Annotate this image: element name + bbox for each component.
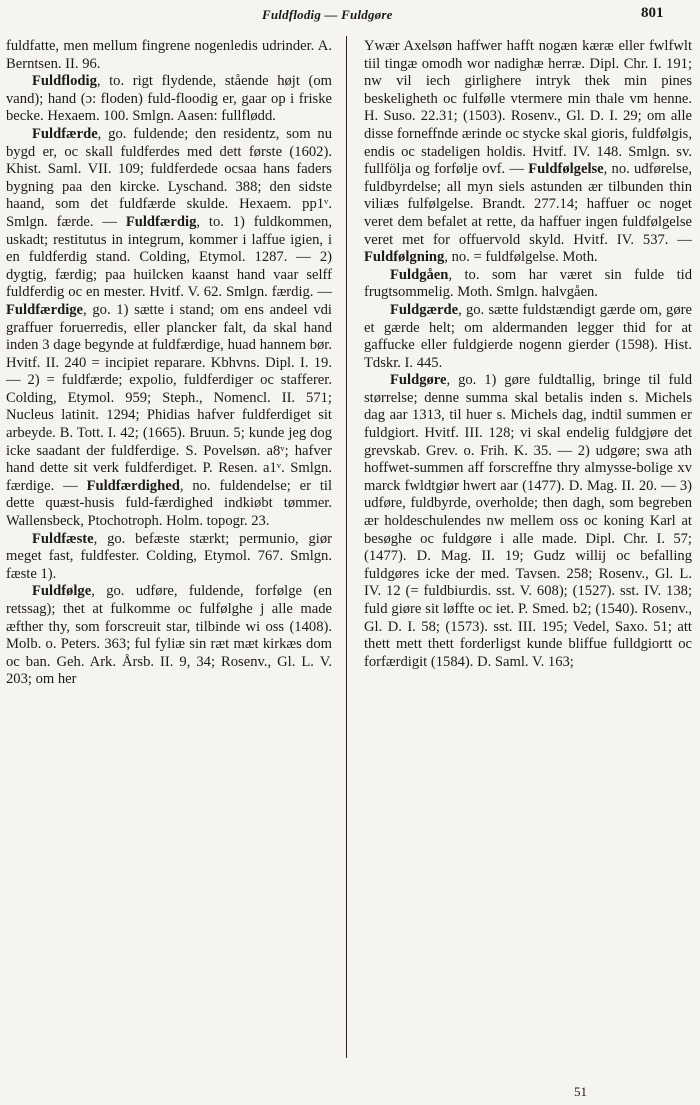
entry-text: , go. 1) gøre fuldtallig, bringe til fuld størrelse; denne summa skal betalis inden s. Michels dag aar 1313, til huer s. Michels dag, indtil summen er fuldgiort. Hvitf. III. 128; vi skal endelig fuldgjøre det grevskab. Grev. o. Frih. K. 35. — 2) udgøre; swa ath hoffwet-summen aff forscreffne thry almysse-bolige xv marck fwldtgiør hwert aar (1477). D. Mag. II. 20. — 3) udføre, fuldbyrde, overholde; then dagh, som begreben ær holdeschulendes nw mellem oss oc koning Karl at besøghe oc fuldgøre i alle made. Dipl. Chr. I. 57; (1477). D. Mag. II. 19; Gudz willij oc befalling fuldgøres icke der med. Tavsen. 258; Rosenv., Gl. L. IV. 12 (= fuldbiurdis. sst. V. 608); (1527). sst. IV. 138; fuld giøre sit løffte oc iet. P. Smed. b2; (1540). Rosenv., Gl. D. I. 58; (1573). sst. III. 195; Vedel, Saxo. 51; att thett mett thett forderligst kunde bliffue fulldgiortt oc forfærdigit (1584). D. Saml. V. 163; [364,372,692,670]
dictionary-entry [6,531,332,584]
entry-headword: Fuldfæste [32,530,94,547]
entry-text: , to. 1) fuldkommen, uskadt; restitutus in integrum, kommer i laffue igien, i en fuldferdig stand. Colding, Etymol. 1287. — 2) dygtig, færdig; paa huilcken kaanst hand vaar selff fuldferdig oc en mester. Hvitf. V. 62. Smlgn. færdig. — [6,213,332,301]
entry-headword: Fuldgåen [390,266,449,283]
entry-text: , go. fuldende; den residentz, som nu bygd er, oc skall fuldferdes med dett første (1602). Khist. Saml. VII. 109; fuldferdede ocsaa hans faders bygning paa den kircke. Lyschand. 388; den sidste haand, som det fuldfærde skulde. Hexaem. pp1ᵛ. Smlgn. færde. — [6,125,332,230]
column-divider [346,36,347,1058]
dictionary-entry [6,583,332,689]
entry-text: , go. befæste stærkt; permunio, giør meget fast, fuldfester. Colding, Etymol. 767. Smlgn. fæste 1). [6,530,332,582]
page-header [0,2,700,32]
entry-text: , to. som har været sin fulde tid frugtsommelig. Moth. Smlgn. halvgåen. [364,266,692,301]
dictionary-entry [364,302,692,372]
dictionary-entry [364,38,692,267]
page-number: 801 [641,5,664,21]
entry-headword: Fuldfølgning [364,249,445,266]
entry-headword: Fuldfærdighed [86,477,180,494]
dictionary-entry [6,126,332,531]
entry-headword: Fuldgærde [390,301,459,318]
dictionary-entry [6,73,332,126]
signature-mark: 51 [574,1084,587,1099]
entry-text: , go. sætte fuldstændigt gærde om, gøre et gærde helt; om aldermanden legger thid for at gaffucke eller fuldgierde nogenn gierder (1598). Hist. Tdskr. I. 445. [364,301,692,371]
entry-text: , no. fuldendelse; er til dette quæst-husis fuld-færdighed indkiøbt tømmer. Wallensbeck, Ptochotroph. Holm. topogr. 23. [6,477,333,530]
entry-headword: Fuldfølgelse [528,161,604,178]
entry-text: , go. udføre, fuldende, forfølge (en retssag); thet at fulkomme oc fulfølghe j alle made æfther thy, som forscreuit star, tilbinde wi oss (1408). Molb. o. Peters. 363; ful fyliæ sin ræt mæt kirkæs dom oc ban. Geh. Ark. Årsb. II. 9, 34; Rosenv., Gl. L. V. 203; om her [6,583,332,688]
entry-text: , no. udførelse, fuldbyrdelse; all myn siels astunden ær tilbunden thin viliæs fulfølgelse. Brandt. 277.14; haffuer oc noget veret dem befalet at rette, da haffuer ingen fuldfølgelse veret met for offuervold skyld. Hvitf. IV. 537. — [364,161,692,248]
dictionary-entry [364,372,692,671]
entry-headword: Fuldfærde [32,125,98,142]
entry-headword: Fuldfølge [32,583,92,600]
left-column [6,38,332,689]
dictionary-entry [6,38,332,73]
entry-headword: Fuldgøre [390,372,447,389]
entry-text: fuldfatte, men mellum fingrene nogenledis udrinder. A. Berntsen. II. 96. [6,38,332,72]
entry-text: , go. 1) sætte i stand; om ens andeel vdi graffuer foruerredis, eller plancker falt, da skal hand inden 3 dage begynde at fuldfærdige, huad hannem bør. Hvitf. II. 240 = incipiet reparare. Kbhvns. Dipl. I. 19. — 2) = fuldfærde; expolio, fuldferdiger oc stafferer. Colding, Etymol. 959; Steph., Nomencl. II. 571; Nucleus latinit. 1294; Phidias hafver fuldferdiget sit arbeyde. B. Tott. I. 42; (1665). Bruun. 5; kunde jeg dog icke saadant der fuldferdige. S. Povelsøn. a8ᵛ; hafver hand dette sit verk fuldferdiget. P. Resen. a1ᵛ. Smlgn. færdige. — [6,301,332,494]
dictionary-entry [364,267,692,302]
entry-text: , to. rigt flydende, stående højt (om vand); hand (ɔ: floden) fuld-floodig er, gaar op i friske becke. Hexaem. 100. Smlgn. Aasen: fullflødd. [6,73,332,125]
entry-text: , no. = fuldfølgelse. Moth. [444,249,598,266]
right-column [364,38,692,671]
entry-headword: Fuldfærdige [6,301,84,318]
running-title: Fuldflodig — Fuldgøre [262,7,393,22]
entry-headword: Fuldfærdig [125,213,197,230]
entry-headword: Fuldflodig [32,73,97,90]
entry-text: Ywær Axelsøn haffwer hafft nogæn kæræ eller fwlfwlt tiil tingæ omodh wor nadighæ herræ. Dipl. Chr. I. 191; nw vil iech girlighere intryk thek min pines beskeligheth oc fulfølle vtermere min thale vm henne. H. Suso. 22.31; (1503). Rosenv., Gl. D. I. 29; om alle disse forneffnde ærinde oc stycke skal gioris, fuldfølgis, endis oc stadeligen holdis. Hvitf. IV. 148. Smlgn. sv. fullfölja og forfølje ovf. — [364,38,692,178]
